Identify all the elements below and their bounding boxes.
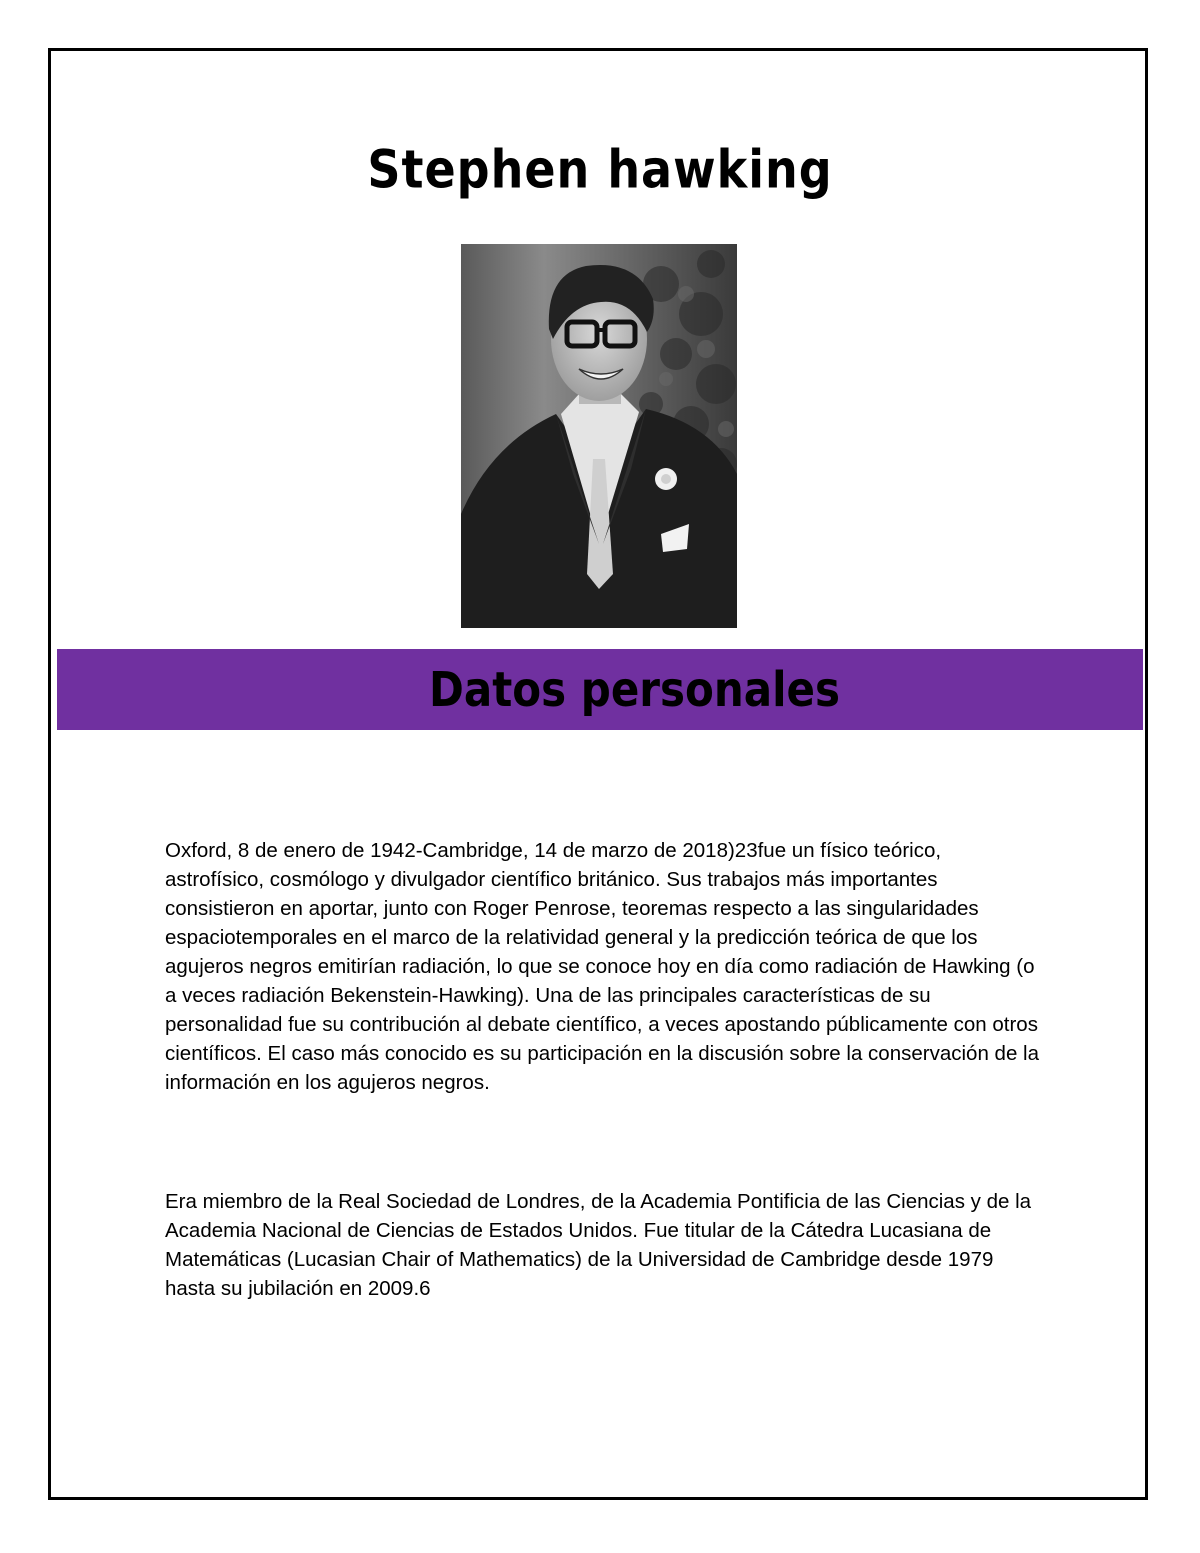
section-banner (57, 649, 1143, 730)
paragraph-biography: Oxford, 8 de enero de 1942-Cambridge, 14 de marzo de 2018)23fue un físico teórico, astrofísico, cosmólogo y divulgador científico británico. Sus trabajos más importantes consistieron en aportar, junto con Roger Penrose, teoremas respecto a las singularidades espaciotemporales en el marco de la relatividad general y la predicción teórica de que los agujeros negros emitirían radiación, lo que se conoce hoy en día como radiación de Hawking (o a veces radiación Bekenstein-Hawking). Una de las principales características de su personalidad fue su contribución al debate científico, a veces apostando públicamente con otros científicos. El caso más conocido es su participación en la discusión sobre la conservación de la información en los agujeros negros. (165, 839, 1039, 1094)
paragraph-memberships: Era miembro de la Real Sociedad de Londres, de la Academia Pontificia de las Ciencias y de la Academia Nacional de Ciencias de Estados Unidos. Fue titular de la Cátedra Lucasiana de Matemáticas (Lucasian Chair of Mathematics) de la Universidad de Cambridge desde 1979 hasta su jubilación en 2009.6 (165, 1190, 1032, 1300)
portrait-photo (461, 244, 737, 628)
section-heading: Datos personales (429, 661, 840, 718)
page-title: Stephen hawking (367, 138, 833, 201)
